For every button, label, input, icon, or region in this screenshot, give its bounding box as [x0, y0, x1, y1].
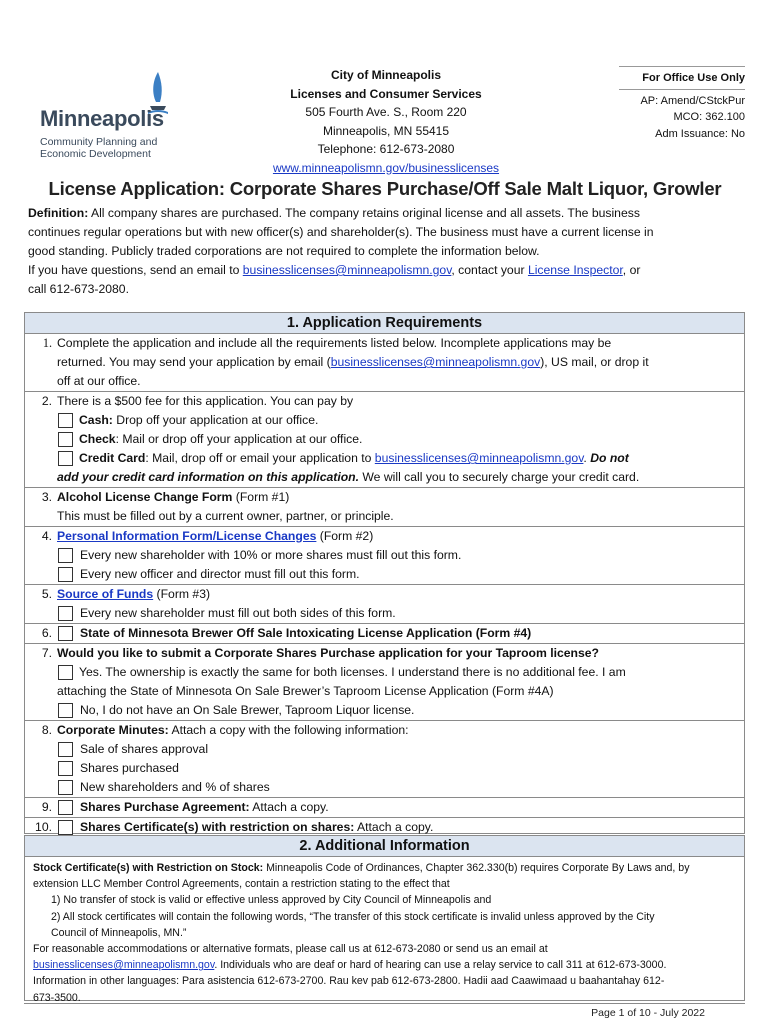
application-requirements-section: 1. Application Requirements 1. Complete the application and include all the requirements listed below. Incomplete applications may be returned. You may send your application by email (businesslicenses@minneapolismn.gov), US mail, or drop it off at our office. 2. There is a $500 fee for this application. You can pay by Cash: Drop off your application at our office. Check: Mail or drop off your application at our office. Credit Card: Mail, drop off or email your application to businesslicenses@minneapolismn.gov. Do not add your credit card information on this application. We will call you to securely charge your credit card. 3. Alcohol License Change Form (Form #1) This must be filled out by a current owner, partner, or principle. 4. Personal Information Form/License Changes (Form #2) Every new shareholder with 10% or more shares must fill out this form. Every new officer and director must fill out this form. 5. Source of Funds (Form #3) Every new shareholder must fill out both sides of this form. 6. State of Minnesota Brewer Off Sale Intoxicating License Application (Form #4) 7. Would you like to submit a Corporate Shares Purchase application for your Taproom license? Yes. The ownership is exactly the same for both licenses. I understand there is no additional fee. I am attaching the State of Minnesota On Sale Brewer’s Taproom License Application (Form #4A) No, I do not have an On Sale Brewer, Taproom Liquor license. 8. Corporate Minutes: Attach a copy with the following information: Sale of shares approval Shares purchased New shareholders and % of shares 9. Shares Purchase Agreement: Attach a copy. 10. Shares Certificate(s) with restriction on shares: Attach a copy.	[24, 312, 745, 834]
definition-label: Definition:	[28, 206, 89, 220]
additional-information-text: Stock Certificate(s) with Restriction on Stock: Minneapolis Code of Ordinances, Chapter 362.330(b) requires Corporate By Laws and, by extension LLC Member Control Agreements, contain a restriction stating to the effect that 1) No transfer of stock is valid or effective unless approved by City Council of Minneapolis and 2) All stock certificates will contain the following words, “The transfer of this stock certificate is invalid unless approved by the City Council of Minneapolis, MN.” For reasonable accommodations or alternative formats, please call us at 612-673-2080 or send us an email at businesslicenses@minneapolismn.gov. Individuals who are deaf or hard of hearing can use a relay service to call 311 at 612-673-3000. Information in other languages: Para asistencia 612-673-2700. Rau kev pab 612-673-2800. Hadii aad Caawimaad u baahantahay 612- 673-3500.	[33, 862, 690, 1004]
sale-of-shares-checkbox[interactable]	[58, 742, 73, 757]
brewer-license-checkbox[interactable]	[58, 626, 73, 641]
footer-divider	[24, 1003, 745, 1004]
source-of-funds-checkbox[interactable]	[58, 606, 73, 621]
source-of-funds-link[interactable]: Source of Funds	[57, 587, 154, 601]
page-footer	[0, 1003, 770, 1024]
taproom-no-checkbox[interactable]	[58, 703, 73, 718]
office-use-adm: Adm Issuance: No	[655, 127, 745, 140]
credit-card-checkbox[interactable]	[58, 451, 73, 466]
credit-card-email-link[interactable]: businesslicenses@minneapolismn.gov	[374, 451, 584, 465]
purchase-agreement-checkbox[interactable]	[58, 800, 73, 815]
share-certificate-checkbox[interactable]	[58, 820, 73, 835]
intro-definition: Definition: All company shares are purchased. The company retains original license and all assets. The business continues regular operations but with new officer(s) and shareholder(s). The business must have a current license in good standing. Publicly traded corporations are not required to complete the information below. If you have questions, send an email to businesslicenses@minneapolismn.gov, contact your License Inspector, or call 612-673-2080.	[28, 206, 654, 296]
check-checkbox[interactable]	[58, 432, 73, 447]
minneapolis-logo	[40, 72, 165, 167]
requirements-email-link[interactable]: businesslicenses@minneapolismn.gov	[330, 355, 541, 369]
officer-form-checkbox[interactable]	[58, 567, 73, 582]
list-item: 7. Would you like to submit a Corporate Shares Purchase application for your Taproom license?	[25, 643, 744, 663]
payment-credit-card-option: Credit Card: Mail, drop off or email your application to businesslicenses@minneapolismn.gov. Do not	[25, 449, 744, 468]
list-item: 6. State of Minnesota Brewer Off Sale Intoxicating License Application (Form #4)	[25, 623, 744, 643]
list-item: 8. Corporate Minutes: Attach a copy with the following information:	[25, 720, 744, 740]
office-phone: Telephone: 612-673-2080	[317, 142, 455, 156]
office-address	[224, 66, 548, 177]
list-item: 10. Shares Certificate(s) with restriction on shares: Attach a copy.	[25, 817, 744, 837]
office-use-ap: AP: Amend/CStckPur	[640, 94, 745, 107]
list-item: 9. Shares Purchase Agreement: Attach a copy.	[25, 797, 744, 817]
list-item: 2. There is a $500 fee for this application. You can pay by	[25, 391, 744, 411]
office-street: 505 Fourth Ave. S., Room 220	[305, 105, 467, 119]
logo-subtitle: Community Planning and Economic Development	[40, 136, 158, 160]
office-city: City of Minneapolis	[330, 68, 441, 82]
page-number: Page 1 of 10 - July 2022	[591, 1007, 705, 1019]
taproom-yes-checkbox[interactable]	[58, 665, 73, 680]
list-item: 3. Alcohol License Change Form (Form #1)	[25, 487, 744, 507]
list-item: 4. Personal Information Form/License Changes (Form #2)	[25, 526, 744, 546]
office-use-box	[619, 66, 745, 142]
section-2-header: 2. Additional Information	[25, 836, 744, 857]
list-item: 5. Source of Funds (Form #3)	[25, 584, 744, 604]
list-item: 1. Complete the application and include all the requirements listed below. Incomplete applications may be	[42, 336, 612, 350]
office-citystate: Minneapolis, MN 55415	[322, 123, 450, 138]
office-use-title: For Office Use Only	[619, 66, 745, 90]
new-shareholders-checkbox[interactable]	[58, 780, 73, 795]
accommodations-email-link[interactable]: businesslicenses@minneapolismn.gov	[33, 959, 215, 972]
office-dept: Licenses and Consumer Services	[290, 86, 482, 101]
shareholder-form-checkbox[interactable]	[58, 548, 73, 563]
cash-checkbox[interactable]	[58, 413, 73, 428]
office-use-mco: MCO: 362.100	[673, 111, 745, 123]
intro-email-link[interactable]: businesslicenses@minneapolismn.gov	[242, 263, 452, 277]
section-1-header: 1. Application Requirements	[25, 313, 744, 334]
license-inspector-link[interactable]: License Inspector	[527, 263, 623, 277]
additional-information-section	[24, 835, 745, 1004]
payment-check-option: Check: Mail or drop off your application at our office.	[25, 430, 744, 449]
office-website-link[interactable]: www.minneapolismn.gov/businesslicenses	[272, 160, 500, 175]
payment-cash-option: Cash: Drop off your application at our office.	[25, 411, 744, 430]
personal-information-form-link[interactable]: Personal Information Form/License Changes	[57, 529, 317, 543]
page-title: License Application: Corporate Shares Purchase/Off Sale Malt Liquor, Growler	[48, 178, 722, 199]
shares-purchased-checkbox[interactable]	[58, 761, 73, 776]
logo-name: Minneapolis	[40, 106, 164, 131]
